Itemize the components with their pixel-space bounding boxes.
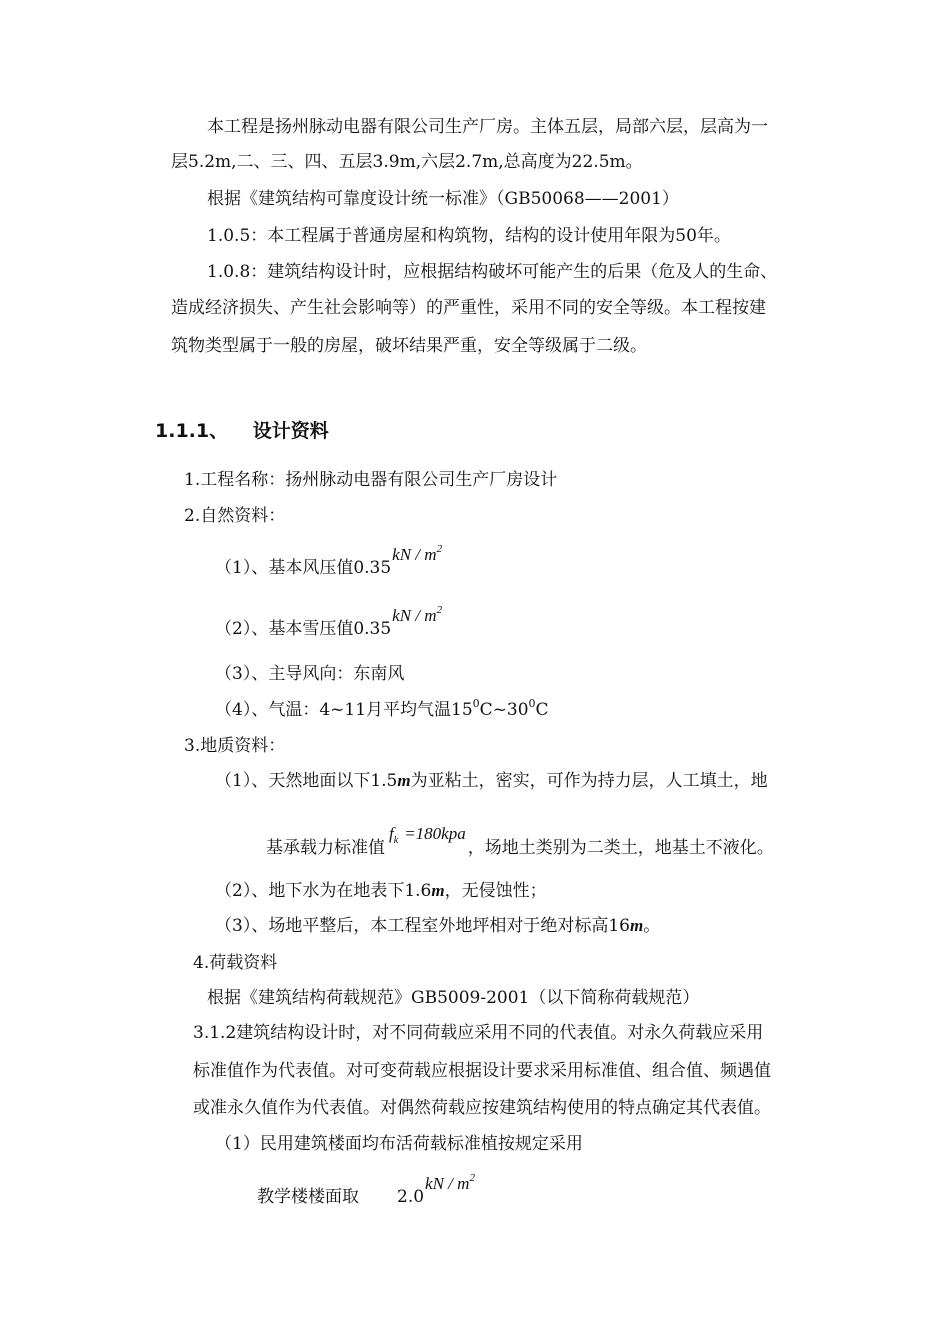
- wind-pressure: [215, 543, 443, 581]
- wind-pressure-unit: [392, 545, 442, 564]
- intro-p4-line3: 筑物类型属于一般的房屋，破坏结果严重，安全等级属于二级。: [171, 336, 647, 356]
- natural-heading: 2.自然资料：: [184, 506, 286, 526]
- classroom-value: 2.0: [397, 1187, 425, 1207]
- classroom-unit-exp: 2: [469, 1172, 475, 1184]
- geo3-text-b: 。: [643, 916, 661, 936]
- wind-pressure-text: （1）、基本风压值0.35: [215, 558, 392, 578]
- geology-item-1: [215, 770, 768, 792]
- intro-p2: 根据《建筑结构可靠度设计统一标准》（GB50068——2001）: [207, 189, 679, 209]
- classroom-unit-text: kN / m: [425, 1174, 470, 1193]
- classroom-unit: [425, 1174, 475, 1193]
- geo3-text-a: （3）、场地平整后，本工程室外地坪相对于绝对标高16: [215, 916, 630, 936]
- classroom-text: 教学楼楼面取: [257, 1187, 359, 1207]
- snow-unit-text: kN / m: [392, 606, 437, 625]
- live-load-item: （1）民用建筑楼面均布活荷载标准植按规定采用: [215, 1134, 583, 1154]
- intro-p1-line2: 层5.2m,二、三、四、五层3.9m,六层2.7m,总高度为22.5m。: [171, 152, 643, 172]
- load-reference: 根据《建筑结构荷载规范》GB5009-2001（以下简称荷载规范）: [207, 988, 700, 1008]
- geology-item-3: [215, 915, 660, 937]
- intro-p4-line1: 1.0.8：建筑结构设计时，应根据结构破坏可能产生的后果（危及人的生命、: [207, 262, 778, 282]
- snow-pressure-unit: [392, 606, 442, 625]
- load-heading: 4.荷载资料: [193, 953, 278, 973]
- intro-p3: 1.0.5：本工程属于普通房屋和构筑物，结构的设计使用年限为50年。: [207, 226, 731, 246]
- snow-unit-exp: 2: [436, 604, 443, 616]
- section-number: 1.1.1、: [155, 420, 229, 442]
- geo2-text-a: （2）、地下水为在地表下1.6: [215, 881, 432, 901]
- fk-value: =180kpa: [404, 824, 466, 843]
- geo1-text-a: （1）、天然地面以下1.5: [215, 771, 398, 791]
- snow-pressure: [215, 604, 443, 642]
- geo1-text-b: 为亚粘土，密实，可作为持力层，人工填土，地: [410, 771, 768, 791]
- geo1-text-c: 基承载力标准值: [266, 838, 385, 858]
- load-paragraph-line3: 或准永久值作为代表值。对偶然荷载应按建筑结构使用的特点确定其代表值。: [193, 1098, 771, 1118]
- temperature-text-a: （4）、气温：4~11月平均气温15: [215, 700, 473, 720]
- section-title: 设计资料: [252, 420, 329, 442]
- geo3-unit: m: [629, 916, 644, 935]
- project-name: 1.工程名称：扬州脉动电器有限公司生产厂房设计: [184, 470, 558, 490]
- temperature: [215, 699, 549, 723]
- temperature-degree-2: 0: [528, 697, 536, 710]
- bearing-capacity-formula: [389, 824, 466, 846]
- geo2-text-b: ，无侵蚀性；: [444, 881, 547, 901]
- wind-unit-exp: 2: [436, 543, 443, 555]
- geo1-text-d: ，场地土类别为二类土，地基土不液化。: [467, 838, 774, 858]
- geology-heading: 3.地质资料：: [184, 736, 286, 756]
- classroom-floor-load: [257, 1172, 475, 1210]
- temperature-text-c: C: [535, 700, 549, 720]
- load-paragraph-line1: 3.1.2建筑结构设计时，对不同荷载应采用不同的代表值。对永久荷载应采用: [193, 1023, 764, 1043]
- wind-direction: （3）、主导风向：东南风: [215, 664, 405, 684]
- geo2-unit: m: [431, 881, 445, 900]
- fk-subscript: k: [393, 835, 399, 846]
- intro-p1-line1: 本工程是扬州脉动电器有限公司生产厂房。主体五层，局部六层，层高为一: [207, 117, 768, 137]
- load-paragraph-line2: 标准值作为代表值。对可变荷载应根据设计要求采用标准值、组合值、频遇值: [193, 1061, 771, 1081]
- temperature-text-b: C~30: [479, 700, 529, 720]
- intro-p4-line2: 造成经济损失、产生社会影响等）的严重性，采用不同的安全等级。本工程按建: [171, 298, 766, 318]
- geology-item-2: [215, 880, 547, 902]
- temperature-degree-1: 0: [472, 697, 480, 710]
- geology-item-1-cont: [266, 824, 774, 862]
- geo1-unit: m: [397, 771, 411, 790]
- snow-pressure-text: （2）、基本雪压值0.35: [215, 619, 392, 639]
- wind-unit-text: kN / m: [392, 545, 437, 564]
- fk-symbol: f: [389, 824, 394, 843]
- section-heading: [155, 419, 329, 443]
